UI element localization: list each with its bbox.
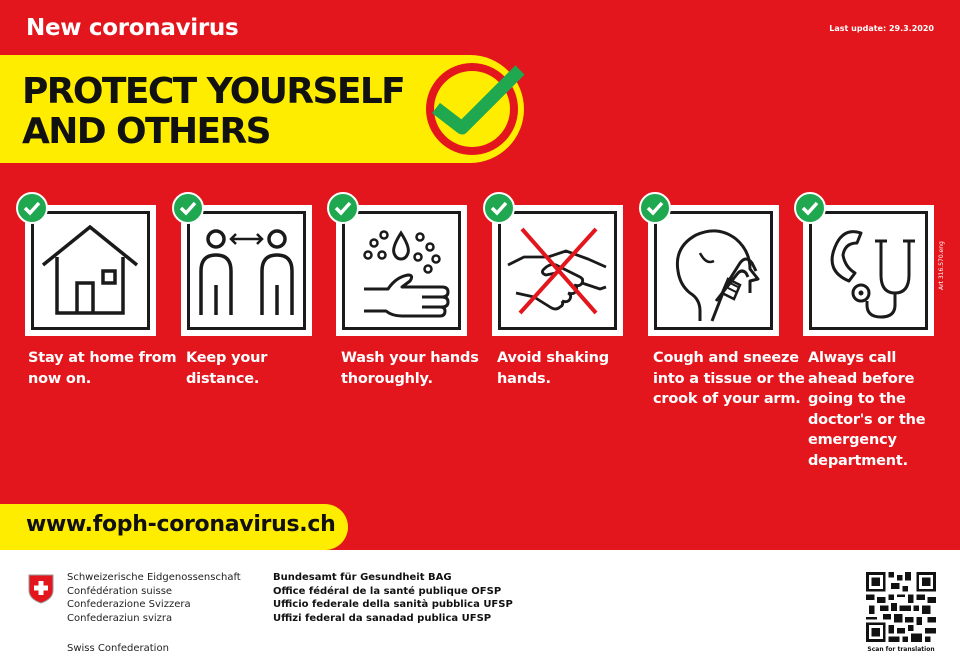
headline-line-1: PROTECT YOURSELF	[22, 71, 405, 112]
measure-card-wash-hands	[336, 205, 467, 336]
measure-text-stay-home: Stay at home from now on.	[28, 350, 177, 387]
cough-elbow-icon	[656, 213, 771, 328]
check-badge-icon	[327, 192, 359, 224]
check-badge-icon	[16, 192, 48, 224]
check-badge-icon	[794, 192, 826, 224]
measure-text-wash-hands: Wash your hands thoroughly.	[341, 350, 479, 387]
swiss-confederation-label: Swiss Confederation	[67, 643, 169, 654]
measure-text-distance: Keep your distance.	[186, 350, 268, 387]
website-link[interactable]: www.foph-coronavirus.ch	[26, 512, 336, 537]
measure-card-stay-home	[25, 205, 156, 336]
measure-text-call-ahead: Always call ahead before going to the doctor's or the emergency department.	[808, 350, 926, 469]
qr-code-icon[interactable]	[866, 572, 936, 642]
phone-stethoscope-icon	[811, 213, 926, 328]
last-update: Last update: 29.3.2020	[829, 24, 934, 33]
measure-text-no-handshake: Avoid shaking hands.	[497, 350, 609, 387]
confederation-line: Confederaziun svizra	[67, 612, 173, 624]
poster-title: New coronavirus	[26, 15, 239, 41]
check-badge-icon	[483, 192, 515, 224]
confederation-line: Confederazione Svizzera	[67, 599, 191, 610]
office-line: Ufficio federale della sanità pubblica UFSP	[273, 599, 513, 610]
confederation-line: Confédération suisse	[67, 585, 173, 597]
confederation-line: Schweizerische Eidgenossenschaft	[67, 572, 241, 583]
measure-card-call-ahead	[803, 205, 934, 336]
qr-label: Scan for translation	[867, 646, 935, 653]
measure-card-cough	[648, 205, 779, 336]
confederation-names	[67, 571, 241, 625]
article-number: Art 316.570.eng	[938, 241, 945, 290]
office-line: Uffizi federal da sanadad publica UFSP	[273, 612, 492, 624]
check-badge-icon	[639, 192, 671, 224]
office-line: Bundesamt für Gesundheit BAG	[273, 572, 452, 583]
distance-icon	[189, 213, 304, 328]
measure-text-cough: Cough and sneeze into a tissue or the crook of your arm.	[653, 350, 805, 407]
measure-card-distance	[181, 205, 312, 336]
check-badge-icon	[172, 192, 204, 224]
measure-card-no-handshake	[492, 205, 623, 336]
headline-line-2: AND OTHERS	[22, 111, 270, 152]
house-icon	[33, 213, 148, 328]
swiss-coat-of-arms-icon	[28, 574, 54, 604]
office-names	[273, 571, 513, 625]
no-handshake-icon	[500, 213, 615, 328]
wash-hands-icon	[344, 213, 459, 328]
headline	[22, 72, 404, 152]
office-line: Office fédéral de la santé publique OFSP	[273, 585, 502, 597]
